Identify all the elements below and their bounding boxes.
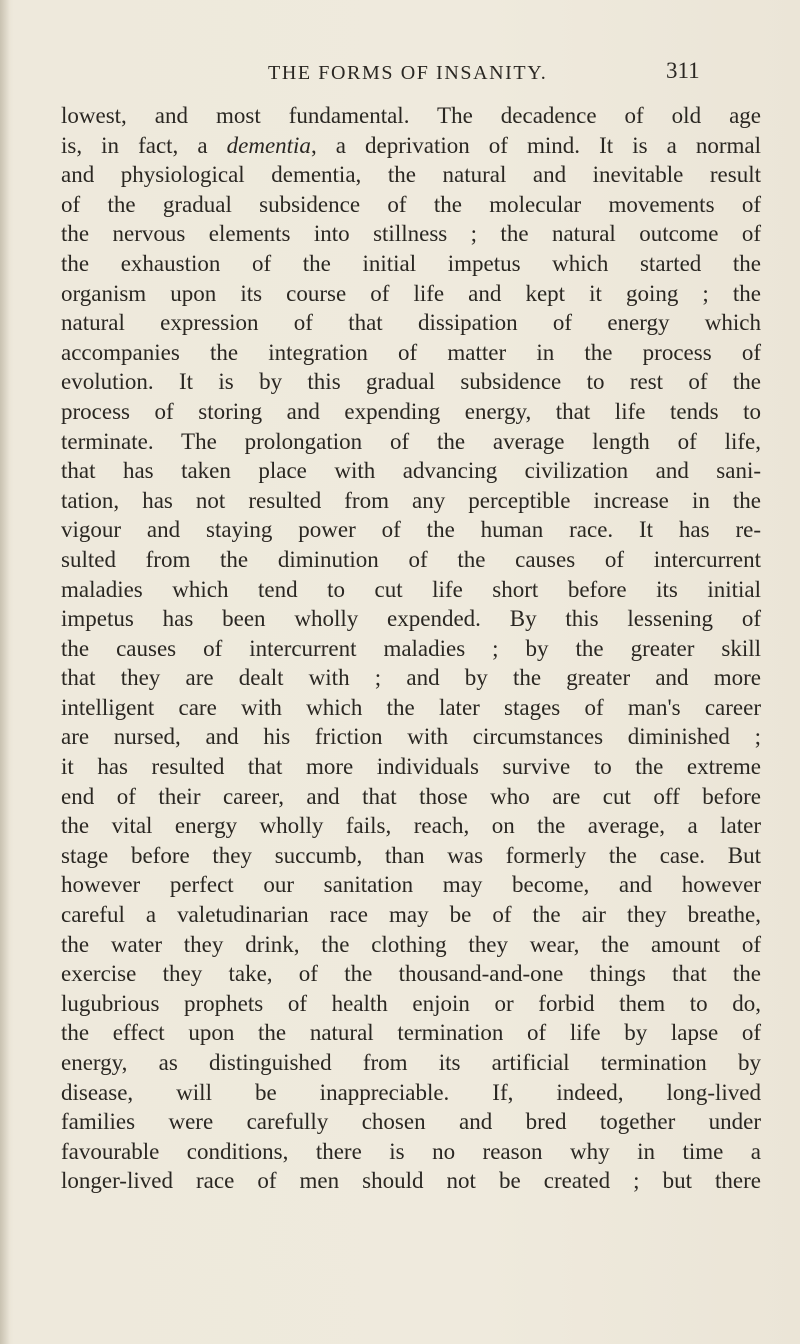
running-title: THE FORMS OF INSANITY. [268, 62, 548, 84]
text-line [61, 722, 761, 752]
text-line [61, 486, 761, 516]
text-segment: careful a valetudinarian race may be of the air they breathe, [61, 902, 761, 928]
text-segment: stage before they succumb, than was formerly the case. But [61, 842, 761, 868]
text-segment: intelligent care with which the later stages of man's career [61, 694, 761, 720]
text-segment: of the gradual subsidence of the molecular movements of [61, 191, 761, 217]
text-segment: the vital energy wholly fails, reach, on the average, a later [61, 813, 761, 839]
text-line [61, 101, 761, 131]
text-segment: organism upon its course of life and kept it going ; the [61, 280, 761, 306]
text-line [61, 900, 761, 930]
text-line [61, 249, 761, 279]
text-segment: families were carefully chosen and bred together under [61, 1109, 761, 1135]
text-line [61, 397, 761, 427]
text-segment: that has taken place with advancing civilization and sani- [61, 458, 761, 484]
text-line [61, 279, 761, 309]
text-segment: longer-lived race of men should not be created ; but there [61, 1168, 761, 1194]
text-line [61, 870, 761, 900]
text-segment: favourable conditions, there is no reason why in time a [61, 1138, 761, 1164]
text-line [61, 782, 761, 812]
text-segment: the exhaustion of the initial impetus which started the [61, 250, 761, 276]
text-segment: natural expression of that dissipation of energy which [61, 310, 761, 336]
text-line [61, 663, 761, 693]
text-segment: sulted from the diminution of the causes of intercurrent [61, 546, 761, 572]
text-line [61, 131, 761, 161]
text-segment: maladies which tend to cut life short before its initial [61, 576, 761, 602]
text-line [61, 959, 761, 989]
body-text [61, 101, 761, 1196]
text-line [61, 1078, 761, 1108]
text-line [61, 367, 761, 397]
text-segment: end of their career, and that those who are cut off before [61, 783, 761, 809]
text-segment: disease, will be inappreciable. If, indeed, long-lived [61, 1079, 761, 1105]
text-segment: is, in fact, a [61, 132, 227, 158]
text-line [61, 1166, 761, 1196]
text-line [61, 811, 761, 841]
page-gutter-shadow [0, 0, 10, 1344]
text-segment: accompanies the integration of matter in the process of [61, 339, 761, 365]
text-segment: the water they drink, the clothing they wear, the amount of [61, 931, 761, 957]
text-segment: lowest, and most fundamental. The decadence of old age [61, 103, 761, 128]
text-line [61, 693, 761, 723]
text-line [61, 160, 761, 190]
text-segment: , a deprivation of mind. It is a normal [310, 132, 761, 158]
text-segment: the nervous elements into stillness ; the natural outcome of [61, 221, 761, 247]
text-line [61, 575, 761, 605]
text-line [61, 841, 761, 871]
text-segment: and physiological dementia, the natural and inevitable result [61, 162, 761, 188]
text-segment: the causes of intercurrent maladies ; by the greater skill [61, 635, 761, 661]
text-line [61, 989, 761, 1019]
text-segment: vigour and staying power of the human race. It has re- [61, 517, 761, 543]
text-line [61, 545, 761, 575]
italic-term: dementia [226, 132, 311, 158]
text-line [61, 1137, 761, 1167]
text-line [61, 1018, 761, 1048]
text-line [61, 308, 761, 338]
text-segment: it has resulted that more individuals survive to the extreme [61, 754, 761, 780]
text-segment: the effect upon the natural termination of life by lapse of [61, 1020, 761, 1046]
text-line [61, 427, 761, 457]
text-segment: that they are dealt with ; and by the greater and more [61, 665, 761, 691]
text-segment: energy, as distinguished from its artificial termination by [61, 1050, 761, 1075]
text-segment: however perfect our sanitation may become, and however [61, 872, 761, 898]
text-line [61, 930, 761, 960]
text-segment: terminate. The prolongation of the average length of life, [61, 428, 761, 454]
text-line [61, 634, 761, 664]
text-line [61, 1107, 761, 1137]
text-line [61, 190, 761, 220]
text-segment: lugubrious prophets of health enjoin or forbid them to do, [61, 990, 761, 1016]
running-head [0, 58, 800, 92]
text-segment: evolution. It is by this gradual subsidence to rest of the [61, 369, 761, 395]
text-line [61, 456, 761, 486]
text-segment: tation, has not resulted from any perceptible increase in the [61, 487, 761, 513]
text-line [61, 219, 761, 249]
text-line [61, 1048, 761, 1078]
text-line [61, 338, 761, 368]
text-line [61, 752, 761, 782]
text-segment: are nursed, and his friction with circumstances diminished ; [61, 724, 761, 750]
text-line [61, 604, 761, 634]
text-segment: impetus has been wholly expended. By this lessening of [61, 606, 761, 632]
text-line [61, 515, 761, 545]
page-number: 311 [666, 58, 700, 83]
text-segment: process of storing and expending energy, that life tends to [61, 398, 761, 424]
text-segment: exercise they take, of the thousand-and-one things that the [61, 961, 761, 987]
